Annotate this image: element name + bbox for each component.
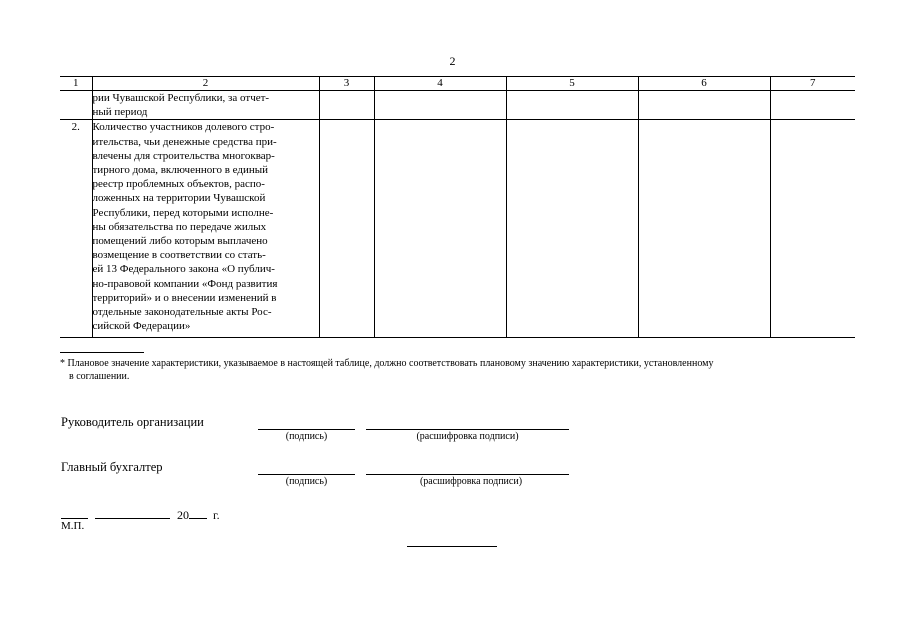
empty-cell — [319, 91, 374, 120]
empty-cell — [770, 120, 855, 338]
accountant-signature-line — [258, 474, 355, 475]
empty-cell — [770, 91, 855, 120]
row-number: 2. — [60, 120, 92, 338]
accountant-signature-caption: (подпись) — [285, 476, 328, 487]
accountant-signature-label: Главный бухгалтер — [61, 460, 163, 474]
accountant-decoding-line — [366, 474, 569, 475]
year-prefix: 20 — [177, 508, 189, 522]
footnote-line-1: * Плановое значение характеристики, указываемое в настоящей таблице, должно соответствовать плановому значению характеристики, установленному — [60, 358, 714, 369]
year-suffix: г. — [213, 508, 220, 522]
footnote-divider — [60, 352, 144, 353]
day-blank — [61, 507, 88, 519]
head-signature-caption: (подпись) — [285, 431, 328, 442]
page-number: 2 — [449, 54, 456, 68]
table-row — [60, 91, 855, 120]
footnote — [60, 357, 860, 383]
row-description: рии Чувашской Республики, за отчет- ный период — [92, 91, 319, 120]
empty-cell — [506, 120, 638, 338]
empty-cell — [374, 120, 506, 338]
year-blank — [189, 507, 207, 519]
column-header-7: 7 — [770, 77, 855, 91]
date-line — [61, 507, 220, 523]
accountant-decoding-caption: (расшифровка подписи) — [419, 476, 523, 487]
report-table — [60, 76, 855, 338]
month-blank — [95, 507, 170, 519]
footnote-line-2: в соглашении. — [69, 371, 130, 382]
empty-cell — [374, 91, 506, 120]
empty-cell — [506, 91, 638, 120]
row-number — [60, 91, 92, 120]
empty-cell — [319, 120, 374, 338]
empty-cell — [638, 91, 770, 120]
header-row — [60, 77, 855, 91]
head-signature-label: Руководитель организации — [61, 415, 204, 429]
head-decoding-caption: (расшифровка подписи) — [416, 431, 519, 442]
stamp-label: М.П. — [61, 520, 85, 532]
column-header-1: 1 — [60, 77, 92, 91]
column-header-4: 4 — [374, 77, 506, 91]
column-header-5: 5 — [506, 77, 638, 91]
empty-cell — [638, 120, 770, 338]
head-signature-line — [258, 429, 355, 430]
column-header-2: 2 — [92, 77, 319, 91]
column-header-6: 6 — [638, 77, 770, 91]
table-row — [60, 120, 855, 338]
bottom-divider — [407, 546, 497, 547]
head-decoding-line — [366, 429, 569, 430]
row-description: Количество участников долевого стро- ительства, чьи денежные средства при- влечены для строительства многоквар- тирного дома, включенного в единый реестр проблемных объектов, распо- ложенных на территории Чувашской Республики, перед которыми исполне- ны обязательства по передаче жилых помещений либо которым выплачено возмещение в соответствии со стать- ей 13 Федерального закона «О публич- но-правовой компании «Фонд развития территорий» и о внесении изменений в отдельные законодательные акты Рос- сийской Федерации» — [92, 120, 319, 338]
column-header-3: 3 — [319, 77, 374, 91]
